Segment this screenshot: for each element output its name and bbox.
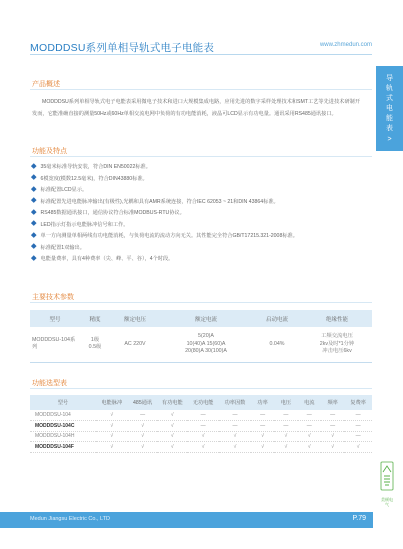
funcs-body xyxy=(30,410,372,452)
funcs-header-cell: 型号 xyxy=(30,395,96,410)
funcs-feature-cell: √ xyxy=(187,442,219,453)
funcs-header-cell: 有功电能 xyxy=(157,395,187,410)
funcs-feature-cell: — xyxy=(298,410,321,421)
insulation-value: 工频交流电压 xyxy=(321,333,353,339)
feature-item xyxy=(32,243,298,255)
diamond-bullet-icon xyxy=(31,220,36,225)
funcs-feature-cell: — xyxy=(187,410,219,421)
funcs-feature-cell: √ xyxy=(157,442,187,453)
funcs-feature-cell: √ xyxy=(157,421,187,432)
funcs-header-cell: 功率因数 xyxy=(219,395,251,410)
accuracy-value: 1级 xyxy=(90,336,100,343)
funcs-header-cell: 电流 xyxy=(298,395,321,410)
funcs-model-cell: MODDDSU-104 xyxy=(30,410,96,421)
table-row xyxy=(30,410,372,421)
funcs-header-cell: 电能脉冲 xyxy=(96,395,128,410)
feature-item xyxy=(32,220,298,232)
current-value: 20(80)A 30(100)A xyxy=(185,348,227,354)
params-header-insulation: 绝缘性能 xyxy=(302,310,372,327)
feature-text: 35毫米标准导轨安装，符合DIN EN50022标准。 xyxy=(40,164,151,170)
current-value: 10(40)A 15(60)A xyxy=(186,340,226,347)
feature-item xyxy=(32,254,298,266)
company-logo-icon xyxy=(379,460,395,492)
diamond-bullet-icon xyxy=(31,255,36,260)
diamond-bullet-icon xyxy=(31,209,36,214)
overview-text: MODDDSU系列单相导轨式电子电能表采用微电子技术和进口大规模集成电路，应用先进的数字采样处理技术和SMT工艺等先进技术研制开发而，它能准确直接的测量50Hz或60Hz单相交流电网中负荷的有功电能消耗，液晶可LCD显示有功电量。通讯采用RS485通讯接口。 xyxy=(32,99,360,117)
logo-text: 美顿电气 xyxy=(381,497,393,507)
diamond-bullet-icon xyxy=(31,186,36,191)
funcs-header-cell: 复费率 xyxy=(344,395,372,410)
funcs-feature-cell: √ xyxy=(128,431,158,442)
params-title: 主要技术参数 xyxy=(32,294,74,301)
overview-divider xyxy=(30,89,372,90)
side-tab-char: 能 xyxy=(386,115,393,122)
funcs-feature-cell: √ xyxy=(128,421,158,432)
funcs-feature-cell: √ xyxy=(298,431,321,442)
feature-item xyxy=(32,162,298,174)
funcs-header-cell: 电压 xyxy=(274,395,297,410)
funcs-feature-cell: — xyxy=(344,421,372,432)
funcs-feature-cell: √ xyxy=(274,442,297,453)
funcs-feature-cell: √ xyxy=(321,431,344,442)
feature-text: 标准配置LCD显示。 xyxy=(40,187,88,193)
funcs-header-cell: 功率 xyxy=(251,395,274,410)
funcs-model-cell: MODDDSU-104F xyxy=(30,442,96,453)
side-tab-char: 式 xyxy=(386,95,393,102)
funcs-model-cell: MODDDSU-104H xyxy=(30,431,96,442)
funcs-feature-cell: √ xyxy=(219,442,251,453)
funcs-feature-cell: √ xyxy=(157,431,187,442)
funcs-feature-cell: — xyxy=(251,421,274,432)
feature-item xyxy=(32,174,298,186)
website-url[interactable]: www.zhmedun.com xyxy=(319,42,372,48)
header-divider xyxy=(30,54,372,55)
table-row xyxy=(30,431,372,442)
table-row xyxy=(30,421,372,432)
feature-text: LED指示灯指示电能脉冲信号和工作。 xyxy=(40,221,129,228)
funcs-feature-cell: — xyxy=(321,421,344,432)
diamond-bullet-icon xyxy=(31,163,36,168)
params-model: MODDDSU-104系列 xyxy=(30,327,80,362)
side-tab-char: 轨 xyxy=(386,85,393,92)
funcs-feature-cell: — xyxy=(274,410,297,421)
params-header-model: 型号 xyxy=(30,310,80,327)
side-category-tab[interactable] xyxy=(376,66,403,151)
feature-text: 标准配置先进电能脉冲输出(有极性),光耦和具有AMR系统连接，符合IEC 62053 ~ 21和DIN 43864标准。 xyxy=(40,198,279,205)
feature-text: RS485数据通讯接口，通信协议符合标准MODBUS-RTU协议。 xyxy=(40,210,185,216)
params-header-row xyxy=(30,310,372,327)
params-voltage: AC 220V xyxy=(110,327,160,362)
diamond-bullet-icon xyxy=(31,232,36,237)
funcs-divider xyxy=(30,388,372,389)
features-divider xyxy=(30,156,372,157)
current-value: 5(20)A xyxy=(198,333,214,339)
funcs-feature-cell: — xyxy=(251,410,274,421)
feature-text: 6模宽度(模数12.5毫米)，符合DIN43880标准。 xyxy=(40,175,148,182)
diamond-bullet-icon xyxy=(31,197,36,202)
funcs-feature-cell: √ xyxy=(187,431,219,442)
features-title: 功能及特点 xyxy=(32,148,67,155)
document-title: MODDDSU系列单相导轨式电子电能表 xyxy=(30,42,215,54)
funcs-feature-cell: √ xyxy=(321,442,344,453)
funcs-feature-cell: — xyxy=(187,421,219,432)
feature-text: 标准配置1双输出。 xyxy=(40,244,85,251)
params-header-current: 额定电流 xyxy=(160,310,252,327)
funcs-feature-cell: — xyxy=(344,410,372,421)
funcs-feature-cell: √ xyxy=(96,410,128,421)
diamond-bullet-icon xyxy=(31,174,36,179)
chevron-right-icon: > xyxy=(387,136,392,143)
side-tab-char: 导 xyxy=(386,75,393,82)
funcs-feature-cell: — xyxy=(128,410,158,421)
table-row xyxy=(30,442,372,453)
params-start-current: 0.04% xyxy=(252,327,302,362)
funcs-feature-cell: — xyxy=(219,421,251,432)
funcs-feature-cell: — xyxy=(321,410,344,421)
funcs-feature-cell: √ xyxy=(251,431,274,442)
funcs-feature-cell: — xyxy=(219,410,251,421)
side-tab-char: 表 xyxy=(386,125,393,132)
funcs-feature-cell: √ xyxy=(344,442,372,453)
features-list xyxy=(32,162,298,266)
insulation-value: 冲击电压6kv xyxy=(322,348,352,354)
feature-item xyxy=(32,185,298,197)
insulation-value: 2kv及时*1分钟 xyxy=(319,340,355,347)
diamond-bullet-icon xyxy=(31,243,36,248)
params-table xyxy=(30,310,372,363)
funcs-feature-cell: √ xyxy=(96,442,128,453)
params-divider xyxy=(30,302,372,303)
funcs-header-cell: 485通讯 xyxy=(128,395,158,410)
params-header-accuracy: 精度 xyxy=(80,310,110,327)
params-header-voltage: 额定电压 xyxy=(110,310,160,327)
funcs-feature-cell: — xyxy=(344,431,372,442)
feature-text: 单一方向测量单相两线有功电能消耗，与负荷电流的流动方向无关。其性能完全符合GB/T17215.321-2008标准。 xyxy=(40,233,298,239)
accuracy-value: 0.5级 xyxy=(88,344,102,351)
params-accuracy xyxy=(80,327,110,362)
funcs-feature-cell: √ xyxy=(298,442,321,453)
funcs-feature-cell: √ xyxy=(157,410,187,421)
funcs-feature-cell: √ xyxy=(96,421,128,432)
feature-text: 电能量费率，具有4种费率（尖、峰、平、谷），4个时段。 xyxy=(40,256,174,262)
funcs-feature-cell: — xyxy=(274,421,297,432)
params-header-start-current: 启动电流 xyxy=(252,310,302,327)
function-table xyxy=(30,395,372,453)
funcs-title: 功能选型表 xyxy=(32,380,67,387)
feature-item xyxy=(32,197,298,209)
funcs-feature-cell: √ xyxy=(96,431,128,442)
funcs-header-cell: 无功电能 xyxy=(187,395,219,410)
funcs-header-row xyxy=(30,395,372,410)
feature-item xyxy=(32,208,298,220)
side-tab-char: 电 xyxy=(386,105,393,112)
overview-title: 产品概述 xyxy=(32,81,60,88)
feature-item xyxy=(32,231,298,243)
funcs-feature-cell: √ xyxy=(274,431,297,442)
side-tab-text xyxy=(376,74,403,145)
footer-company: Medun Jiangsu Electric Co., LTD xyxy=(30,516,110,522)
funcs-header-cell: 频率 xyxy=(321,395,344,410)
params-current xyxy=(160,327,252,362)
params-insulation xyxy=(302,327,372,362)
funcs-feature-cell: √ xyxy=(128,442,158,453)
funcs-model-cell: MODDDSU-104C xyxy=(30,421,96,432)
table-row xyxy=(30,327,372,362)
page-number: P.79 xyxy=(352,515,366,522)
funcs-feature-cell: — xyxy=(298,421,321,432)
funcs-feature-cell: √ xyxy=(251,442,274,453)
funcs-feature-cell: √ xyxy=(219,431,251,442)
